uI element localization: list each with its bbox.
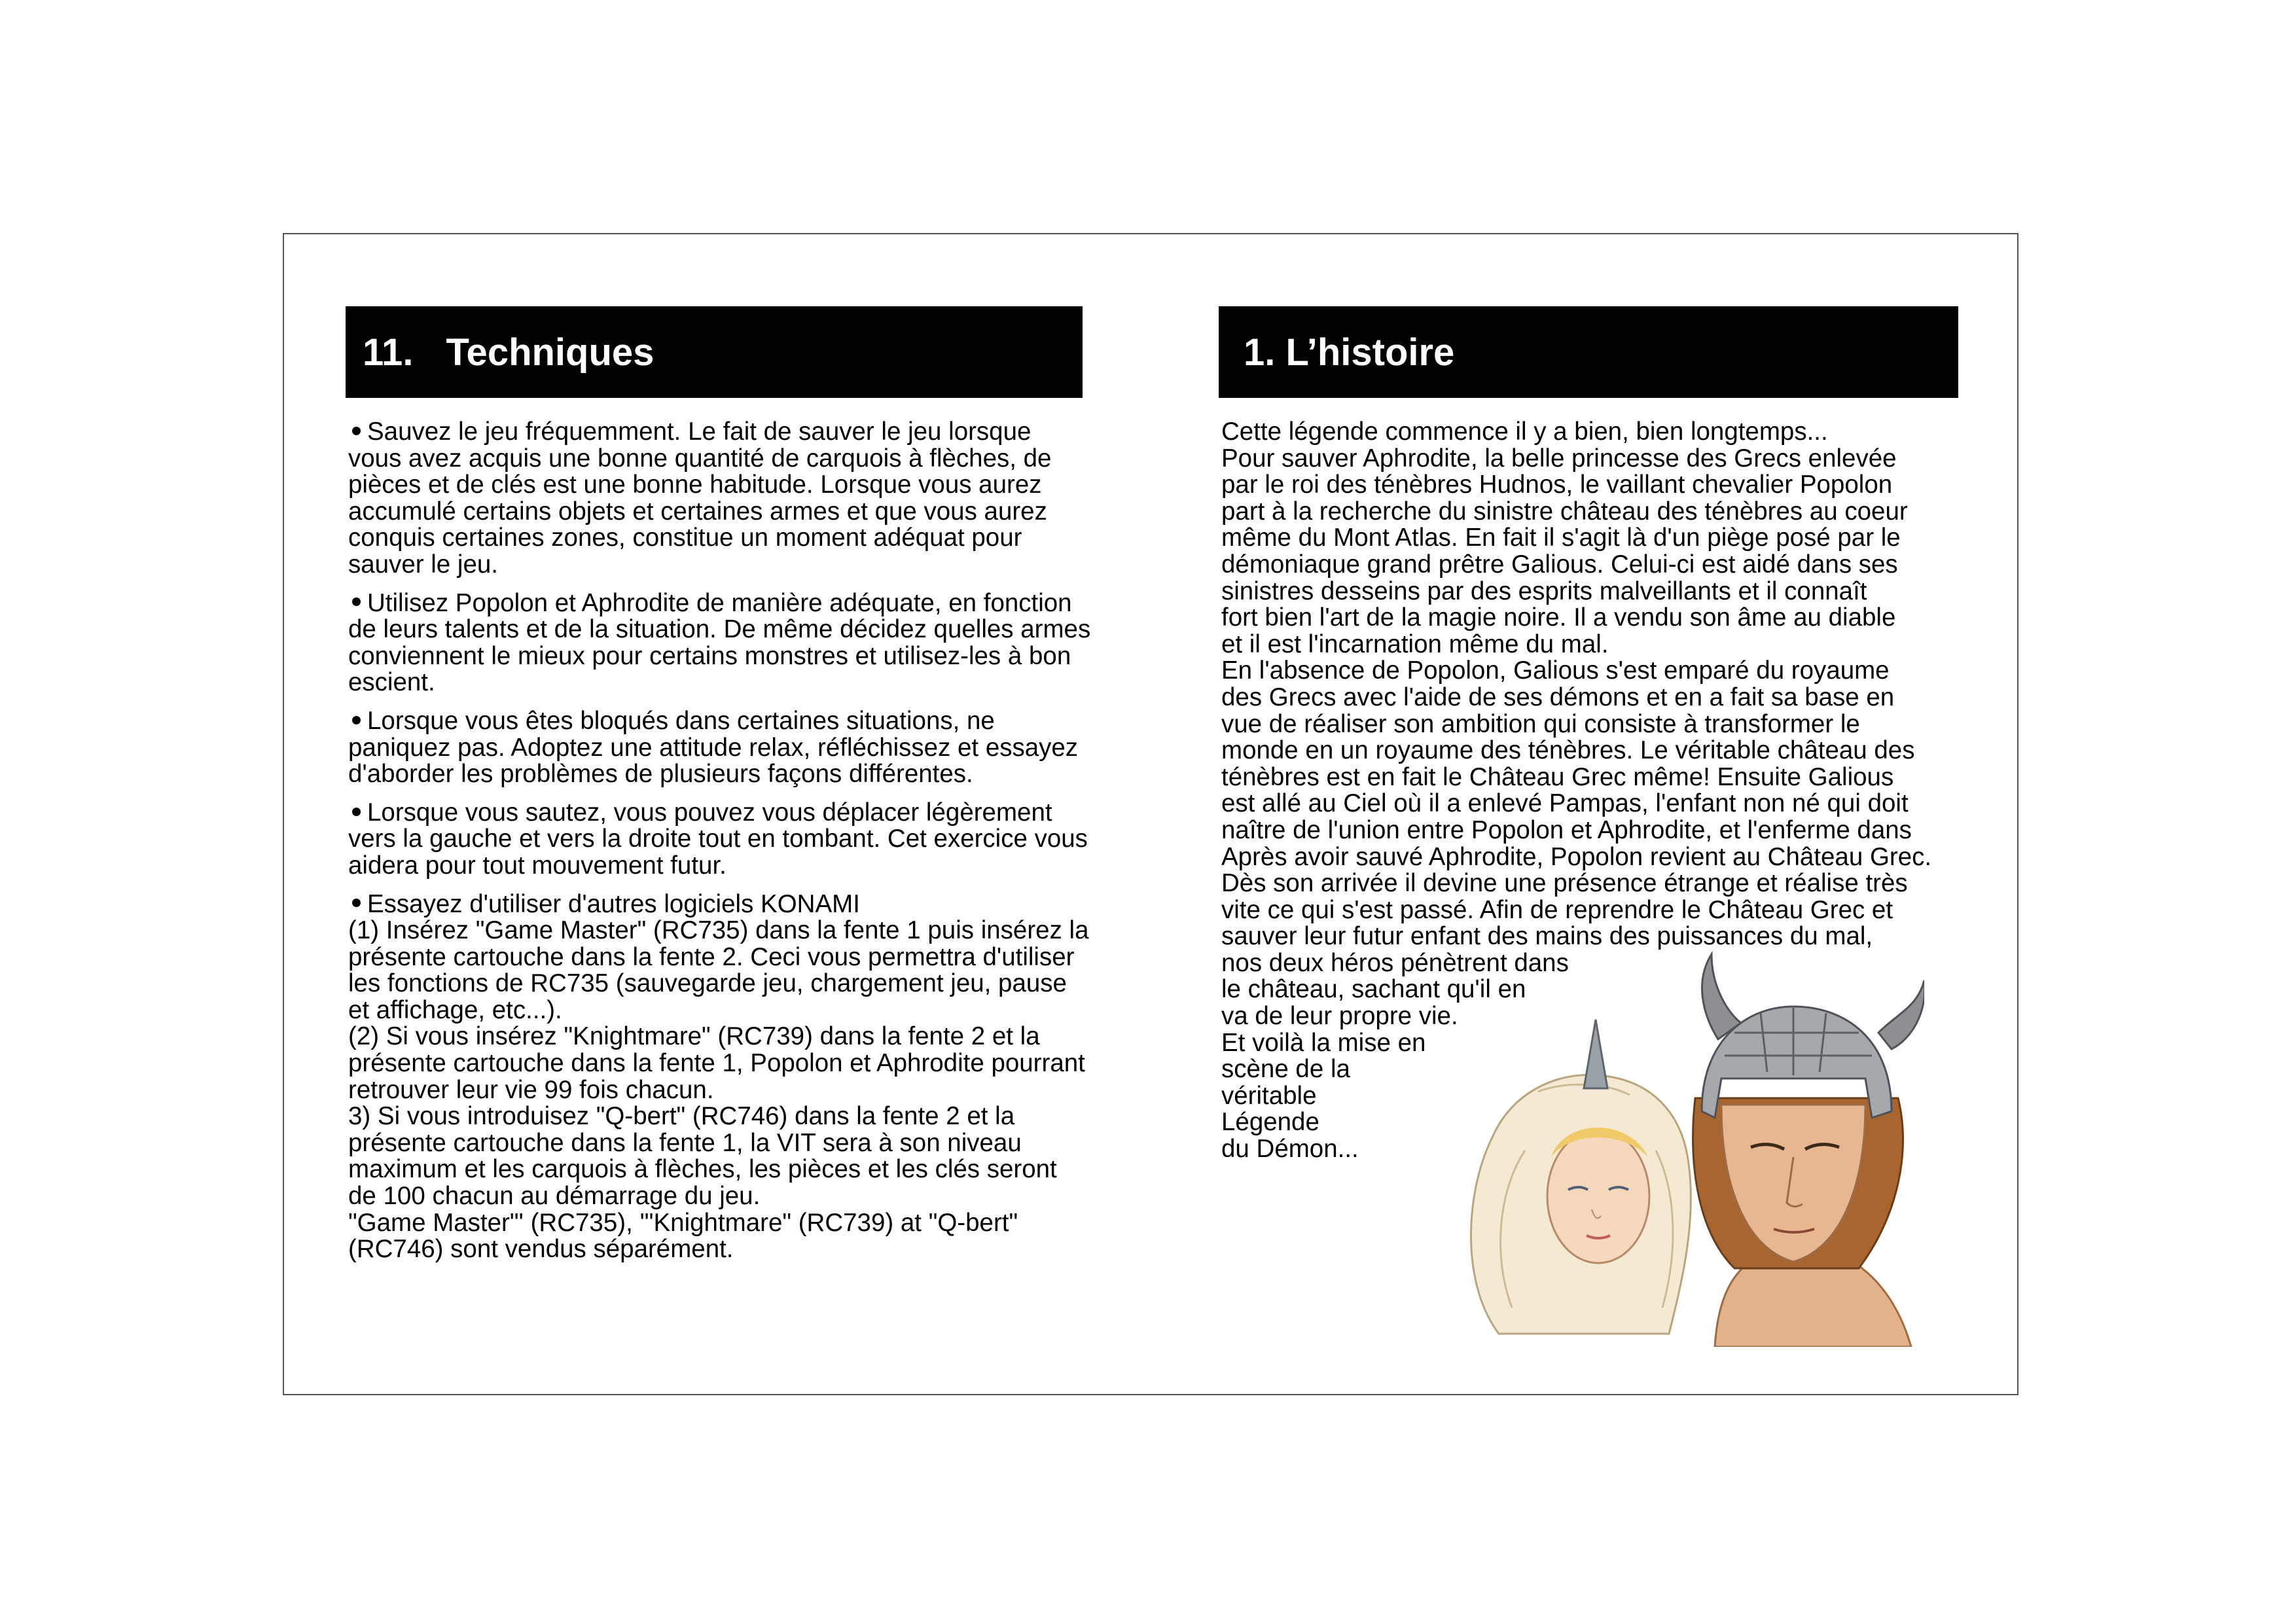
tip-text: Lorsque vous sautez, vous pouvez vous déplacer légèrement vers la gauche et vers la droite tout en tombant. Cet exercice vous aidera pour tout mouvement futur. [348, 798, 1088, 880]
tip-paragraph [348, 590, 1091, 696]
tip-text: Utilisez Popolon et Aphrodite de manière adéquate, en fonction de leurs talents et de la situation. De même décidez quelles armes conviennent le mieux pour certains monstres et utilisez-les à bon escient. [348, 588, 1091, 697]
bullet-icon [352, 597, 361, 606]
techniques-column [348, 419, 1091, 1263]
konami-item: "Game Master"' (RC735), '"Knightmare" (RC739) at "Q-bert" (RC746) sont vendus séparément. [348, 1208, 1018, 1264]
konami-heading [348, 891, 1091, 918]
konami-heading-text: Essayez d'utiliser d'autres logiciels KONAMI [367, 889, 860, 918]
konami-item: (1) Insérez "Game Master" (RC735) dans la fente 1 puis insérez la présente cartouche dans la fente 2. Ceci vous permettra d'utiliser les fonctions de RC735 (sauvegarde jeu, chargement jeu, pause et affichage, etc...). [348, 916, 1089, 1024]
konami-item: (2) Si vous insérez "Knightmare" (RC739) dans la fente 2 et la présente cartouche dans la fente 1, Popolon et Aphrodite pourrant retrouver leur vie 99 fois chacun. [348, 1022, 1085, 1104]
section-header-histoire [1219, 306, 1958, 398]
bullet-icon [352, 427, 361, 435]
popolon-aphrodite-illustration [1453, 941, 1924, 1347]
tip-text: Lorsque vous êtes bloqués dans certaines situations, ne paniquez pas. Adoptez une attitude relax, réfléchissez et essayez d'aborder les problèmes de plusieurs façons différentes. [348, 706, 1079, 789]
tip-text: Sauvez le jeu fréquemment. Le fait de sauver le jeu lorsque vous avez acquis une bonne quantité de carquois à flèches, de pièces et de clés est une bonne habitude. Lorsque vous aurez accumulé certains objets et certaines armes et que vous aurez conquis certaines zones, constitue un moment adéquat pour sauver le jeu. [348, 418, 1052, 579]
tip-paragraph [348, 419, 1091, 579]
section-title: 1. L’histoire [1244, 330, 1455, 374]
section-header-techniques [346, 306, 1083, 398]
bullet-icon [352, 716, 361, 724]
konami-item: 3) Si vous introduisez "Q-bert" (RC746) dans la fente 2 et la présente cartouche dans la fente 1, la VIT sera à son niveau maximum et les carquois à flèches, les pièces et les clés seront de 100 chacun au démarrage du jeu. [348, 1102, 1057, 1211]
story-text: Cette légende commence il y a bien, bien longtemps... Pour sauver Aphrodite, la belle princesse des Grecs enlevée par le roi des ténèbres Hudnos, le vaillant chevalier Popolon part à la recherche du sinistre château des ténèbres au coeur même du Mont Atlas. En fait il s'agit là d'un piège posé par le démoniaque grand prêtre Galious. Celui-ci est aidé dans ses sinistres desseins par des esprits malveillants et il connaît fort bien l'art de la magie noire. Il a vendu son âme au diable et il est l'incarnation même du mal. En l'absence de Popolon, Galious s'est emparé du royaume des Grecs avec l'aide de ses démons et en a fait sa base en vue de réaliser son ambition qui consiste à transformer le monde en un royaume des ténèbres. Le véritable château des ténèbres est en fait le Château Grec même! Ensuite Galious est allé au Ciel où il a enlevé Pampas, l'enfant non né qui doit naître de l'union entre Popolon et Aphrodite, et l'enferme dans Après avoir sauvé Aphrodite, Popolon revient au Château Grec. Dès son arrivée il devine une présence étrange et réalise très vite ce qui s'est passé. Afin de reprendre le Château Grec et sauver leur futur enfant des mains des puissances du mal, nos deux héros pénètrent dans le château, sachant qu'il en va de leur propre vie. Et voilà la mise en scène de la véritable Légende du Démon... [1221, 418, 1932, 1164]
tip-paragraph [348, 800, 1091, 880]
section-number: 11. [363, 330, 414, 374]
tip-paragraph [348, 708, 1091, 788]
bullet-icon [352, 899, 361, 907]
section-title: Techniques [446, 330, 655, 374]
bullet-icon [352, 808, 361, 816]
